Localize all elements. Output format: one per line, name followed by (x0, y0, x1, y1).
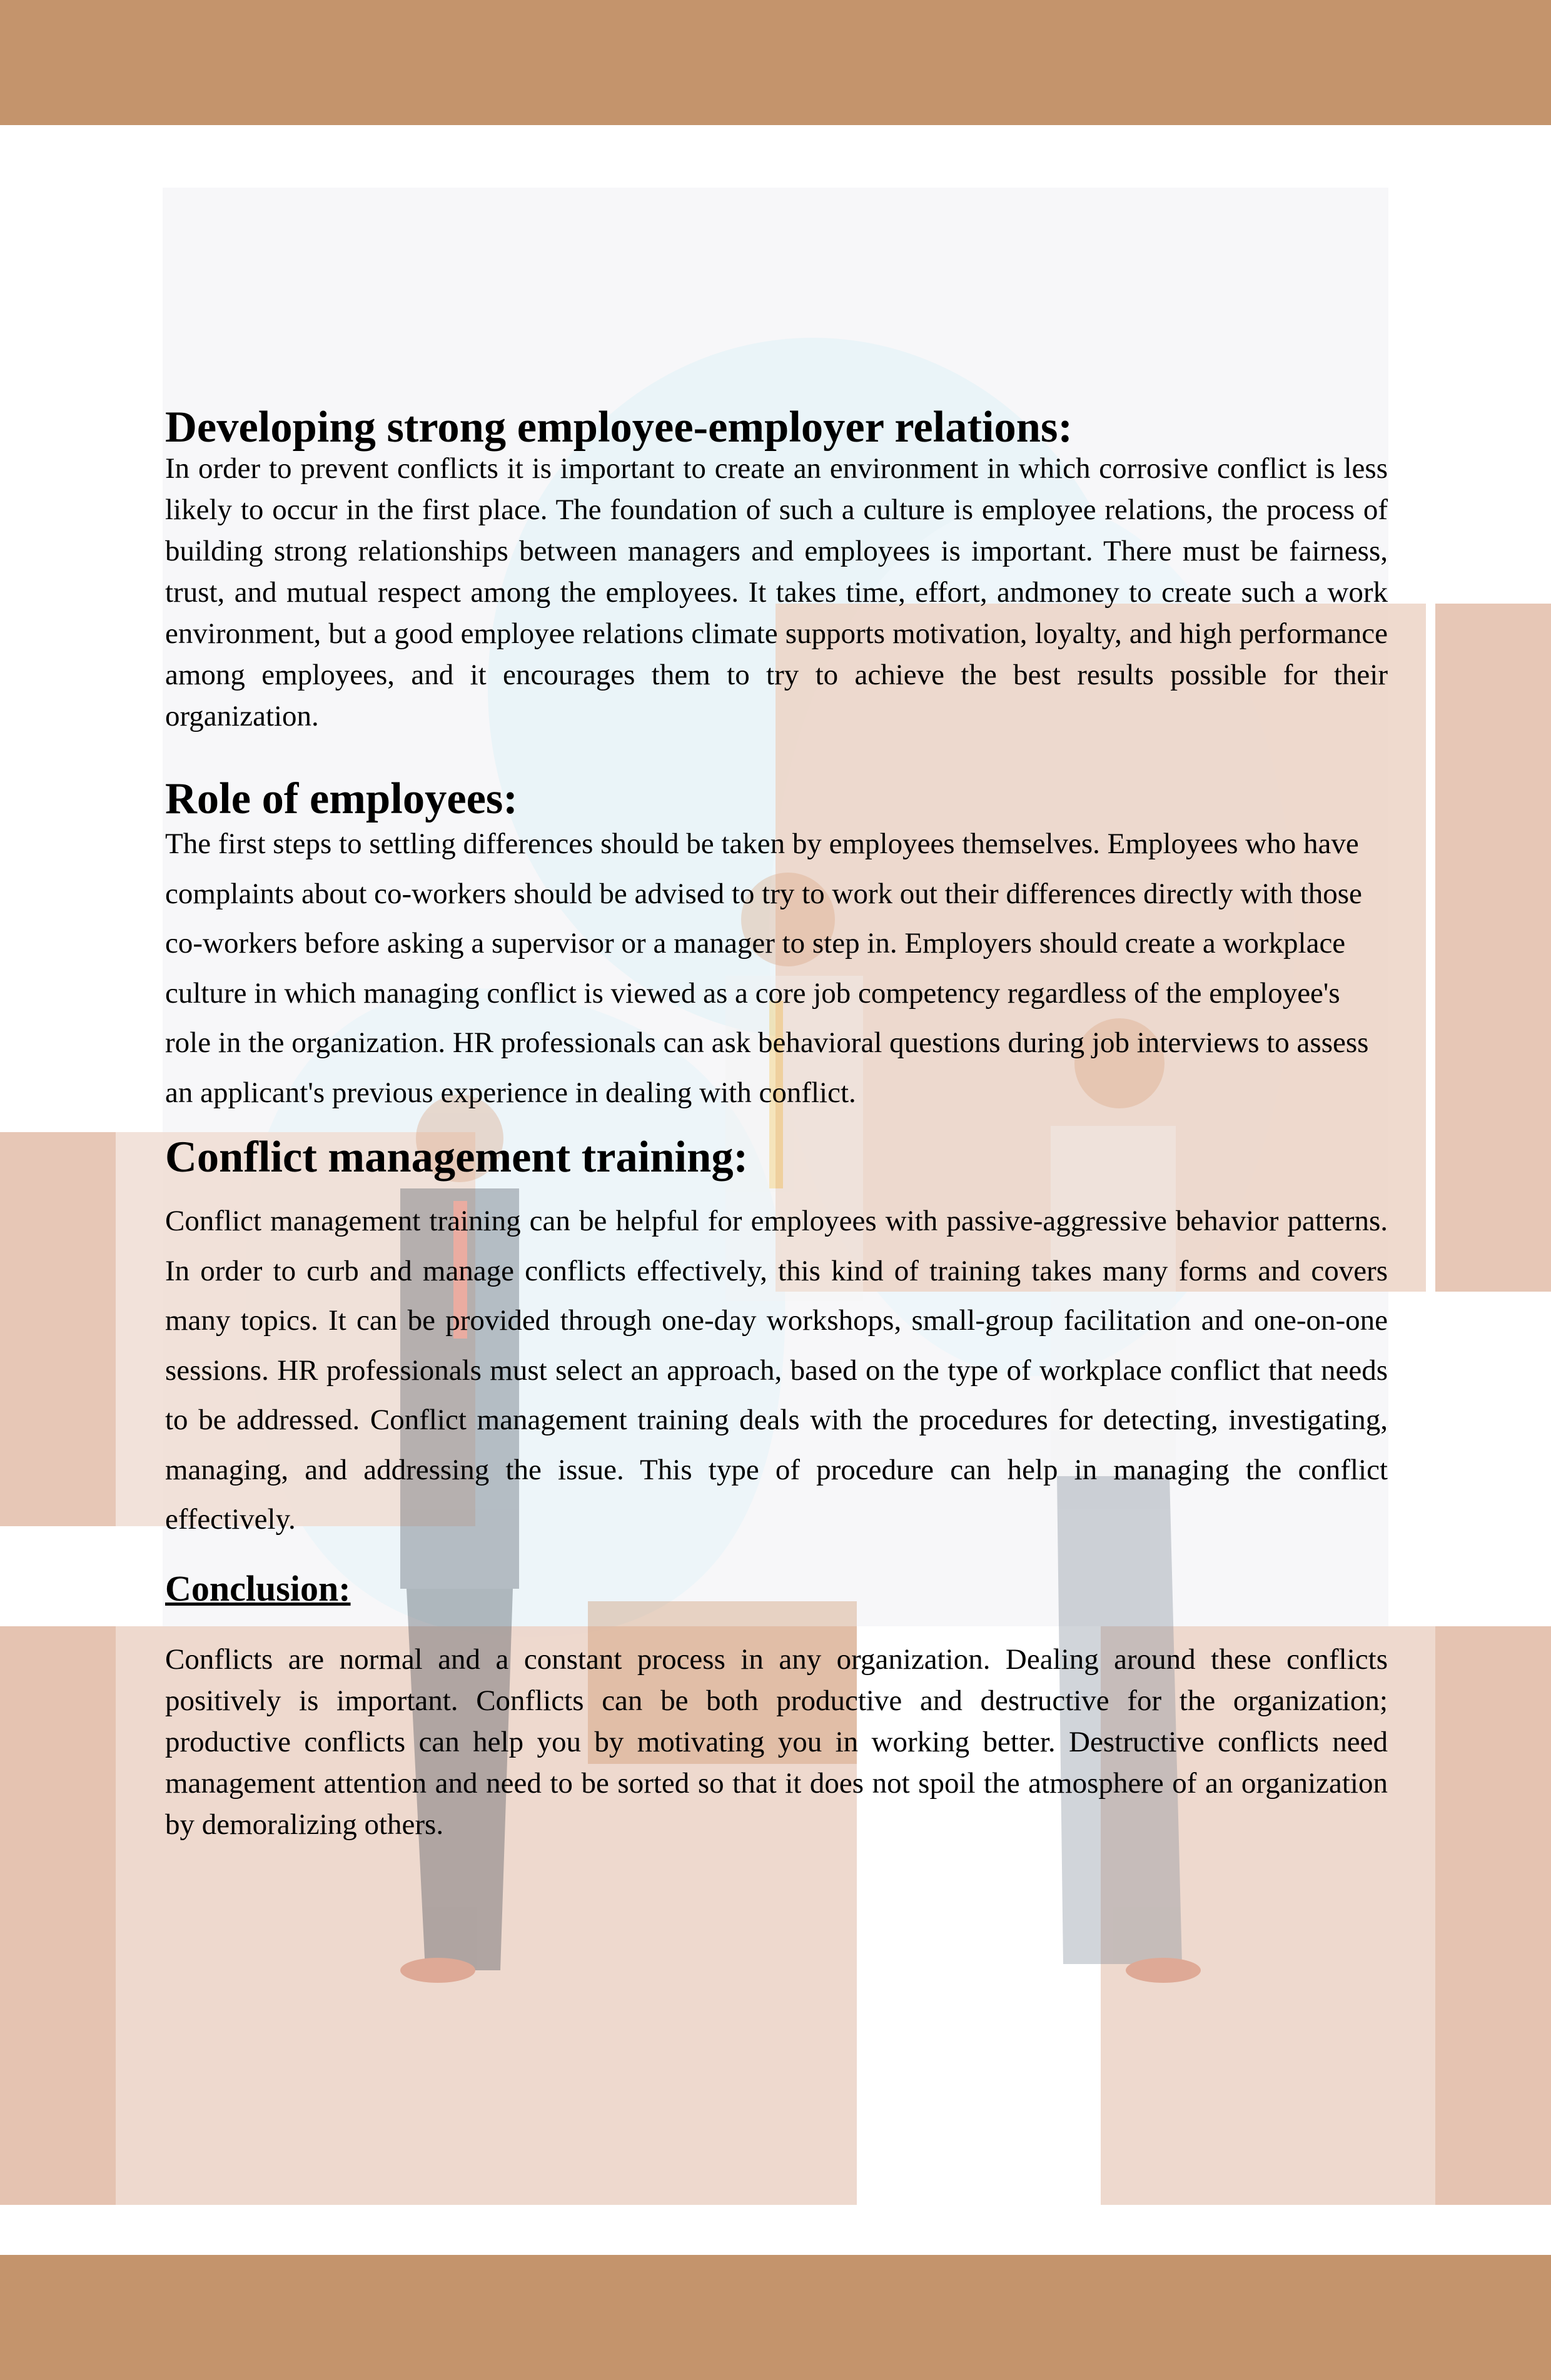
decor-panel (0, 1132, 116, 1526)
decor-panel (0, 1626, 116, 2205)
shoe (1126, 1958, 1201, 1983)
section-heading-role-of-employees: Role of employees: (165, 774, 518, 823)
section-body-role-of-employees: The first steps to settling differences should be taken by employees themselves. Employees who have complaints about co-workers should be advised to try to work out their differences directly with those co-workers before asking a supervisor or a manager to step in. Employers should create a workplace culture in which managing conflict is viewed as a core job competency regardless of the employee's role in the organization. HR professionals can ask behavioral questions during job interviews to assess an applicant's previous experience in dealing with conflict. (165, 828, 1369, 1109)
section-body-employee-relations: In order to prevent conflicts it is important to create an environment in which corrosive conflict is less likely to occur in the first place. The foundation of such a culture is employee relations, the process of building strong relationships between managers and employees is important. There must be fairness, trust, and mutual respect among the employees. It takes time, effort, andmoney to create such a work environment, but a good employee relations climate supports motivation, loyalty, and high performance among employees, and it encourages them to try to achieve the best results possible for their organization. (165, 452, 1388, 732)
section-body-conflict-training: Conflict management training can be helpful for employees with passive-aggressive behavior patterns. In order to curb and manage conflicts effectively, this kind of training takes many forms and covers many topics. It can be provided through one-day workshops, small-group facilitation and one-on-one sessions. HR professionals must select an approach, based on the type of workplace conflict that needs to be addressed. Conflict management training deals with the procedures for detecting, investigating, managing, and addressing the issue. This type of procedure can help in managing the conflict effectively. (165, 1205, 1388, 1536)
conclusion-title: Conclusion: (165, 1567, 351, 1609)
decor-panel (1435, 1626, 1551, 2205)
section-heading-conflict-training: Conflict management training: (165, 1133, 749, 1182)
decor-panel (1435, 604, 1551, 1292)
document-body (165, 403, 1388, 1845)
shoe (400, 1958, 475, 1983)
section-heading-employee-relations: Developing strong employee-employer relations: (165, 403, 1073, 452)
conclusion-body: Conflicts are normal and a constant process in any organization. Dealing around these conflicts positively is important. Conflicts can be both productive and destructive for the organization; productive conflicts can help you by motivating you in working better. Destructive conflicts need management attention and need to be sorted so that it does not spoil the atmosphere of an organization by demoralizing others. (165, 1643, 1388, 1841)
bottom-decorative-band (0, 2255, 1551, 2380)
